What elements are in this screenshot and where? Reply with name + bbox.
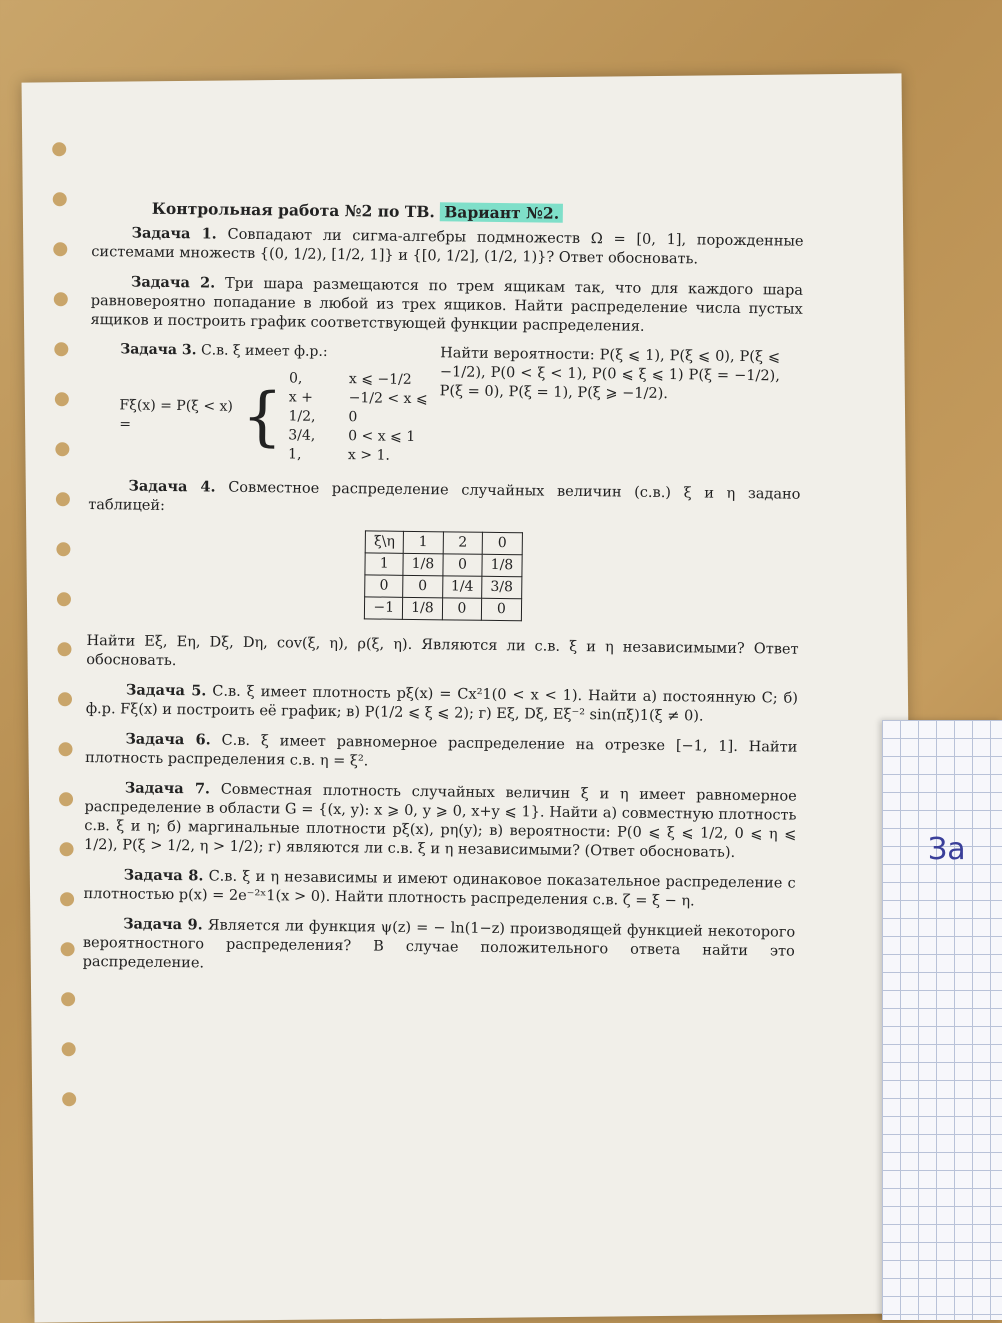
task-5-label: Задача 5. xyxy=(125,681,207,700)
table-row xyxy=(365,575,522,599)
table-row xyxy=(365,553,522,577)
cases-table xyxy=(288,369,440,466)
punch-hole xyxy=(53,192,67,206)
table-cell: 1/4 xyxy=(442,576,482,598)
task-5-text: С.в. ξ имеет плотность pξ(x) = Cx²1(0 < x < 1). Найти а) постоянную C; б) ф.р. Fξ(x) и построить её график; в) P(1/2 ⩽ ξ ⩽ 2); г) Eξ, Dξ, Eξ⁻² sin(πξ)1(ξ ≠ 0). xyxy=(85,683,799,725)
task-1 xyxy=(91,223,803,271)
table-cell: 1/8 xyxy=(482,554,522,576)
table-cell: 0 xyxy=(482,532,522,554)
task-9-label: Задача 9. xyxy=(123,915,203,934)
case-condition: −1/2 < x ⩽ 0 xyxy=(348,390,428,426)
task-5 xyxy=(86,680,798,728)
task-4-label: Задача 4. xyxy=(128,477,216,496)
task-8 xyxy=(83,865,795,913)
piecewise-function xyxy=(119,367,440,466)
case-condition: x ⩽ −1/2 xyxy=(348,371,412,388)
punch-hole xyxy=(62,1042,76,1056)
task-7 xyxy=(84,778,797,864)
table-cell: 0 xyxy=(443,554,483,576)
table-cell: 1 xyxy=(365,553,403,575)
case-value: 3/4, xyxy=(288,427,316,444)
punch-hole xyxy=(56,542,70,556)
grid-paper-sheet xyxy=(882,720,1002,1320)
task-3-text: С.в. ξ имеет ф.р.: xyxy=(200,342,328,360)
task-6-label: Задача 6. xyxy=(125,730,211,749)
task-2-label: Задача 2. xyxy=(130,273,216,292)
table-cell: −1 xyxy=(365,597,403,619)
task-3-find: Найти вероятности: P(ξ ⩽ 1), P(ξ ⩽ 0), P(ξ ⩽ −1/2), P(0 < ξ < 1), P(0 ⩽ ξ ⩽ 1) P(ξ = −1/2), P(ξ = 0), P(ξ = 1), P(ξ ⩾ −1/2). xyxy=(439,345,781,403)
variant-highlight: Вариант №2. xyxy=(440,202,563,223)
title-text: Контрольная работа №2 по ТВ. xyxy=(151,198,435,222)
task-2 xyxy=(90,272,803,339)
distribution-table xyxy=(364,530,522,621)
task-3 xyxy=(89,340,802,471)
table-cell: ξ\η xyxy=(365,531,403,553)
case-value: 1, xyxy=(287,446,302,463)
punch-hole xyxy=(57,642,71,656)
task-1-label: Задача 1. xyxy=(131,224,217,243)
task-8-text: С.в. ξ и η независимы и имеют одинаковое показательное распределение с плотностью p(x) = 2e⁻²ˣ1(x > 0). Найти плотность распределения с.в. ζ = ξ − η. xyxy=(83,868,796,910)
table-cell: 0 xyxy=(365,575,403,597)
case-row xyxy=(288,445,439,466)
table-cell: 0 xyxy=(442,598,482,620)
punch-hole xyxy=(61,942,75,956)
punch-hole xyxy=(58,692,72,706)
case-condition: x > 1. xyxy=(347,447,390,464)
document-content xyxy=(82,198,804,991)
punch-hole xyxy=(60,892,74,906)
task-2-text: Три шара размещаются по трем ящикам так, что для каждого шара равновероятно попадание в любой из трех ящиков. Найти распределение числа пустых ящиков и построить график соответствующей функции распределения. xyxy=(90,275,804,335)
case-value: 0, xyxy=(288,370,303,387)
task-9 xyxy=(83,914,796,981)
punch-hole xyxy=(54,292,68,306)
table-cell: 1/8 xyxy=(403,553,443,575)
punch-hole xyxy=(57,592,71,606)
task-8-label: Задача 8. xyxy=(123,866,204,885)
table-row xyxy=(365,597,522,621)
task-3-label: Задача 3. xyxy=(120,341,197,359)
task-6 xyxy=(85,729,797,777)
task-4 xyxy=(88,476,800,524)
brace-symbol: { xyxy=(241,379,283,454)
task-1-text: Совпадают ли сигма-алгебры подмножеств Ω = [0, 1], порожденные системами множеств {(0, 1/2), [1/2, 1]} и {[0, 1/2], (1/2, 1)}? Ответ обосновать. xyxy=(91,226,804,268)
case-value: x + 1/2, xyxy=(288,389,316,425)
case-condition: 0 < x ⩽ 1 xyxy=(348,428,416,445)
task-4-find: Найти Eξ, Eη, Dξ, Dη, cov(ξ, η), ρ(ξ, η). Являются ли с.в. ξ и η независимыми? Ответ обосновать. xyxy=(86,632,799,670)
distribution-table-wrap xyxy=(87,527,800,625)
table-cell: 1 xyxy=(403,531,443,553)
task-3-left xyxy=(89,340,440,466)
case-row xyxy=(289,369,440,390)
task-4-text: Совместное распределение случайных величин (с.в.) ξ и η задано таблицей: xyxy=(88,479,801,514)
punch-hole xyxy=(54,342,68,356)
task-7-label: Задача 7. xyxy=(124,779,211,798)
punch-hole xyxy=(62,1092,76,1106)
table-cell: 1/8 xyxy=(402,597,442,619)
punch-hole xyxy=(53,242,67,256)
punch-hole xyxy=(56,492,70,506)
task-7-text: Совместная плотность случайных величин ξ и η имеет равномерное распределение в области G = {(x, y): x ⩾ 0, y ⩾ 0, x+y ⩽ 1}. Найти а) совместную плотность с.в. ξ и η; б) маргинальные плотности pξ(x), pη(y); в) вероятности: P(0 ⩽ ξ ⩽ 1/2, 0 ⩽ η ⩽ 1/2), P(ξ > 1/2, η > 1/2); г) являются ли с.в. ξ и η независимыми? (Ответ обосновать). xyxy=(83,781,797,861)
handwritten-note: За xyxy=(928,832,966,867)
punch-hole xyxy=(59,842,73,856)
punch-hole xyxy=(55,442,69,456)
punch-hole xyxy=(55,392,69,406)
punch-hole xyxy=(58,742,72,756)
task-6-text: С.в. ξ имеет равномерное распределение на отрезке [−1, 1]. Найти плотность распределения с.в. η = ξ². xyxy=(85,732,798,770)
function-lhs: Fξ(x) = P(ξ < x) = xyxy=(119,396,234,432)
table-cell: 0 xyxy=(482,598,522,620)
task-9-text: Является ли функция ψ(z) = − ln(1−z) производящей функцией некоторого вероятностного распределения? В случае положительного ответа найти это распределение. xyxy=(82,917,796,972)
punch-hole xyxy=(61,992,75,1006)
table-cell: 2 xyxy=(443,532,483,554)
case-row xyxy=(288,388,439,428)
table-cell: 0 xyxy=(403,575,443,597)
table-row xyxy=(365,531,522,555)
punch-hole xyxy=(52,142,66,156)
punch-hole xyxy=(59,792,73,806)
case-row xyxy=(288,426,439,447)
table-cell: 3/8 xyxy=(482,576,522,598)
